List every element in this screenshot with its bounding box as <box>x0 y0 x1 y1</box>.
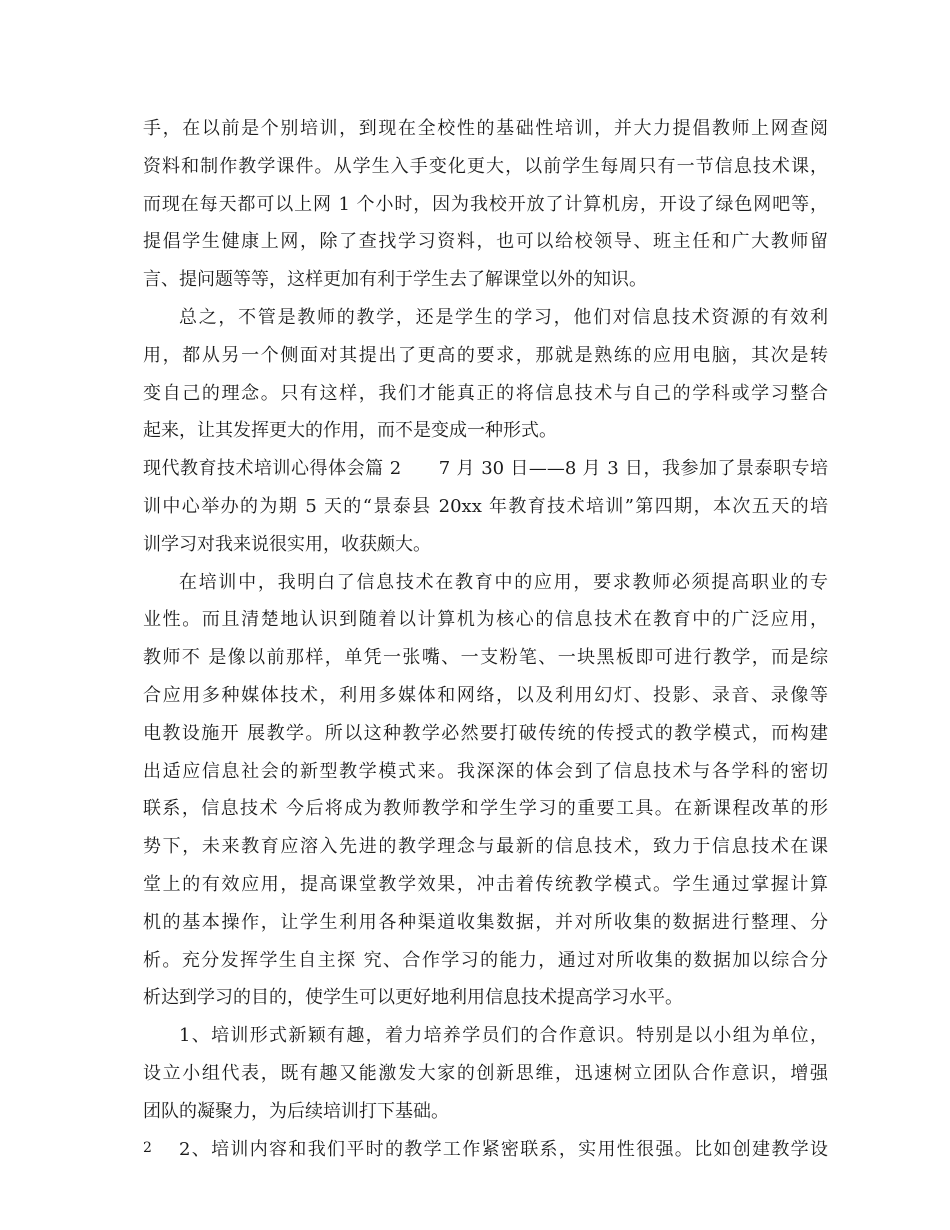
text-line: 析达到学习的目的，使学生可以更好地利用信息技术提高学习水平。 <box>143 987 683 1009</box>
document-body <box>143 110 828 1168</box>
text-line: 合应用多种媒体技术，利用多媒体和网络，以及利用幻灯、投影、录音、录像等 <box>143 684 828 706</box>
text-line: 电教设施开 展教学。所以这种教学必然要打破传统的传授式的教学模式，而构建 <box>143 722 828 744</box>
text-line: 势下，未来教育应溶入先进的教学理念与最新的信息技术，致力于信息技术在课 <box>143 836 828 858</box>
text-line: 而现在每天都可以上网 1 个小时，因为我校开放了计算机房，开设了绿色网吧等， <box>143 193 828 215</box>
text-line: 联系，信息技术 今后将成为教师教学和学生学习的重要工具。在新课程改革的形 <box>143 798 828 820</box>
text-line: 训学习对我来说很实用，收获颇大。 <box>143 533 431 555</box>
text-line: 出适应信息社会的新型教学模式来。我深深的体会到了信息技术与各学科的密切 <box>143 760 828 782</box>
text-line: 提倡学生健康上网，除了查找学习资料，也可以给校领导、班主任和广大教师留 <box>143 231 828 253</box>
text-line: 在培训中，我明白了信息技术在教育中的应用，要求教师必须提高职业的专 <box>179 571 828 593</box>
page-number: 2 <box>143 1140 152 1156</box>
text-line: 言、提问题等等，这样更加有利于学生去了解课堂以外的知识。 <box>143 269 647 291</box>
text-line: 总之，不管是教师的教学，还是学生的学习，他们对信息技术资源的有效利 <box>179 306 828 328</box>
text-line: 设立小组代表，既有趣又能激发大家的创新思维，迅速树立团队合作意识，增强 <box>143 1062 828 1084</box>
text-line: 训中心举办的为期 5 天的“景泰县 20xx 年教育技术培训”第四期，本次五天的培 <box>143 495 828 517</box>
text-line: 用，都从另一个侧面对其提出了更高的要求，那就是熟练的应用电脑，其次是转 <box>143 344 828 366</box>
text-line: 现代教育技术培训心得体会篇 2 7 月 30 日——8 月 3 日，我参加了景泰职专培 <box>143 458 828 480</box>
text-line: 业性。而且清楚地认识到随着以计算机为核心的信息技术在教育中的广泛应用， <box>143 609 828 631</box>
text-line: 1、培训形式新颖有趣，着力培养学员们的合作意识。特别是以小组为单位， <box>179 1025 828 1047</box>
text-line: 手，在以前是个别培训，到现在全校性的基础性培训，并大力提倡教师上网查阅 <box>143 118 828 139</box>
text-line: 教师不 是像以前那样，单凭一张嘴、一支粉笔、一块黑板即可进行教学，而是综 <box>143 647 828 669</box>
text-line: 析。充分发挥学生自主探 究、合作学习的能力，通过对所收集的数据加以综合分 <box>143 949 828 971</box>
text-line: 2、培训内容和我们平时的教学工作紧密联系，实用性很强。比如创建教学设 <box>179 1138 828 1160</box>
text-line: 资料和制作教学课件。从学生入手变化更大，以前学生每周只有一节信息技术课， <box>143 155 828 177</box>
text-line: 起来，让其发挥更大的作用，而不是变成一种形式。 <box>143 420 557 442</box>
text-line: 堂上的有效应用，提高课堂教学效果，冲击着传统教学模式。学生通过掌握计算 <box>143 873 828 895</box>
text-line: 变自己的理念。只有这样，我们才能真正的将信息技术与自己的学科或学习整合 <box>143 382 828 404</box>
text-line: 团队的凝聚力，为后续培训打下基础。 <box>143 1100 449 1122</box>
text-line: 机的基本操作，让学生利用各种渠道收集数据，并对所收集的数据进行整理、分 <box>143 911 828 933</box>
